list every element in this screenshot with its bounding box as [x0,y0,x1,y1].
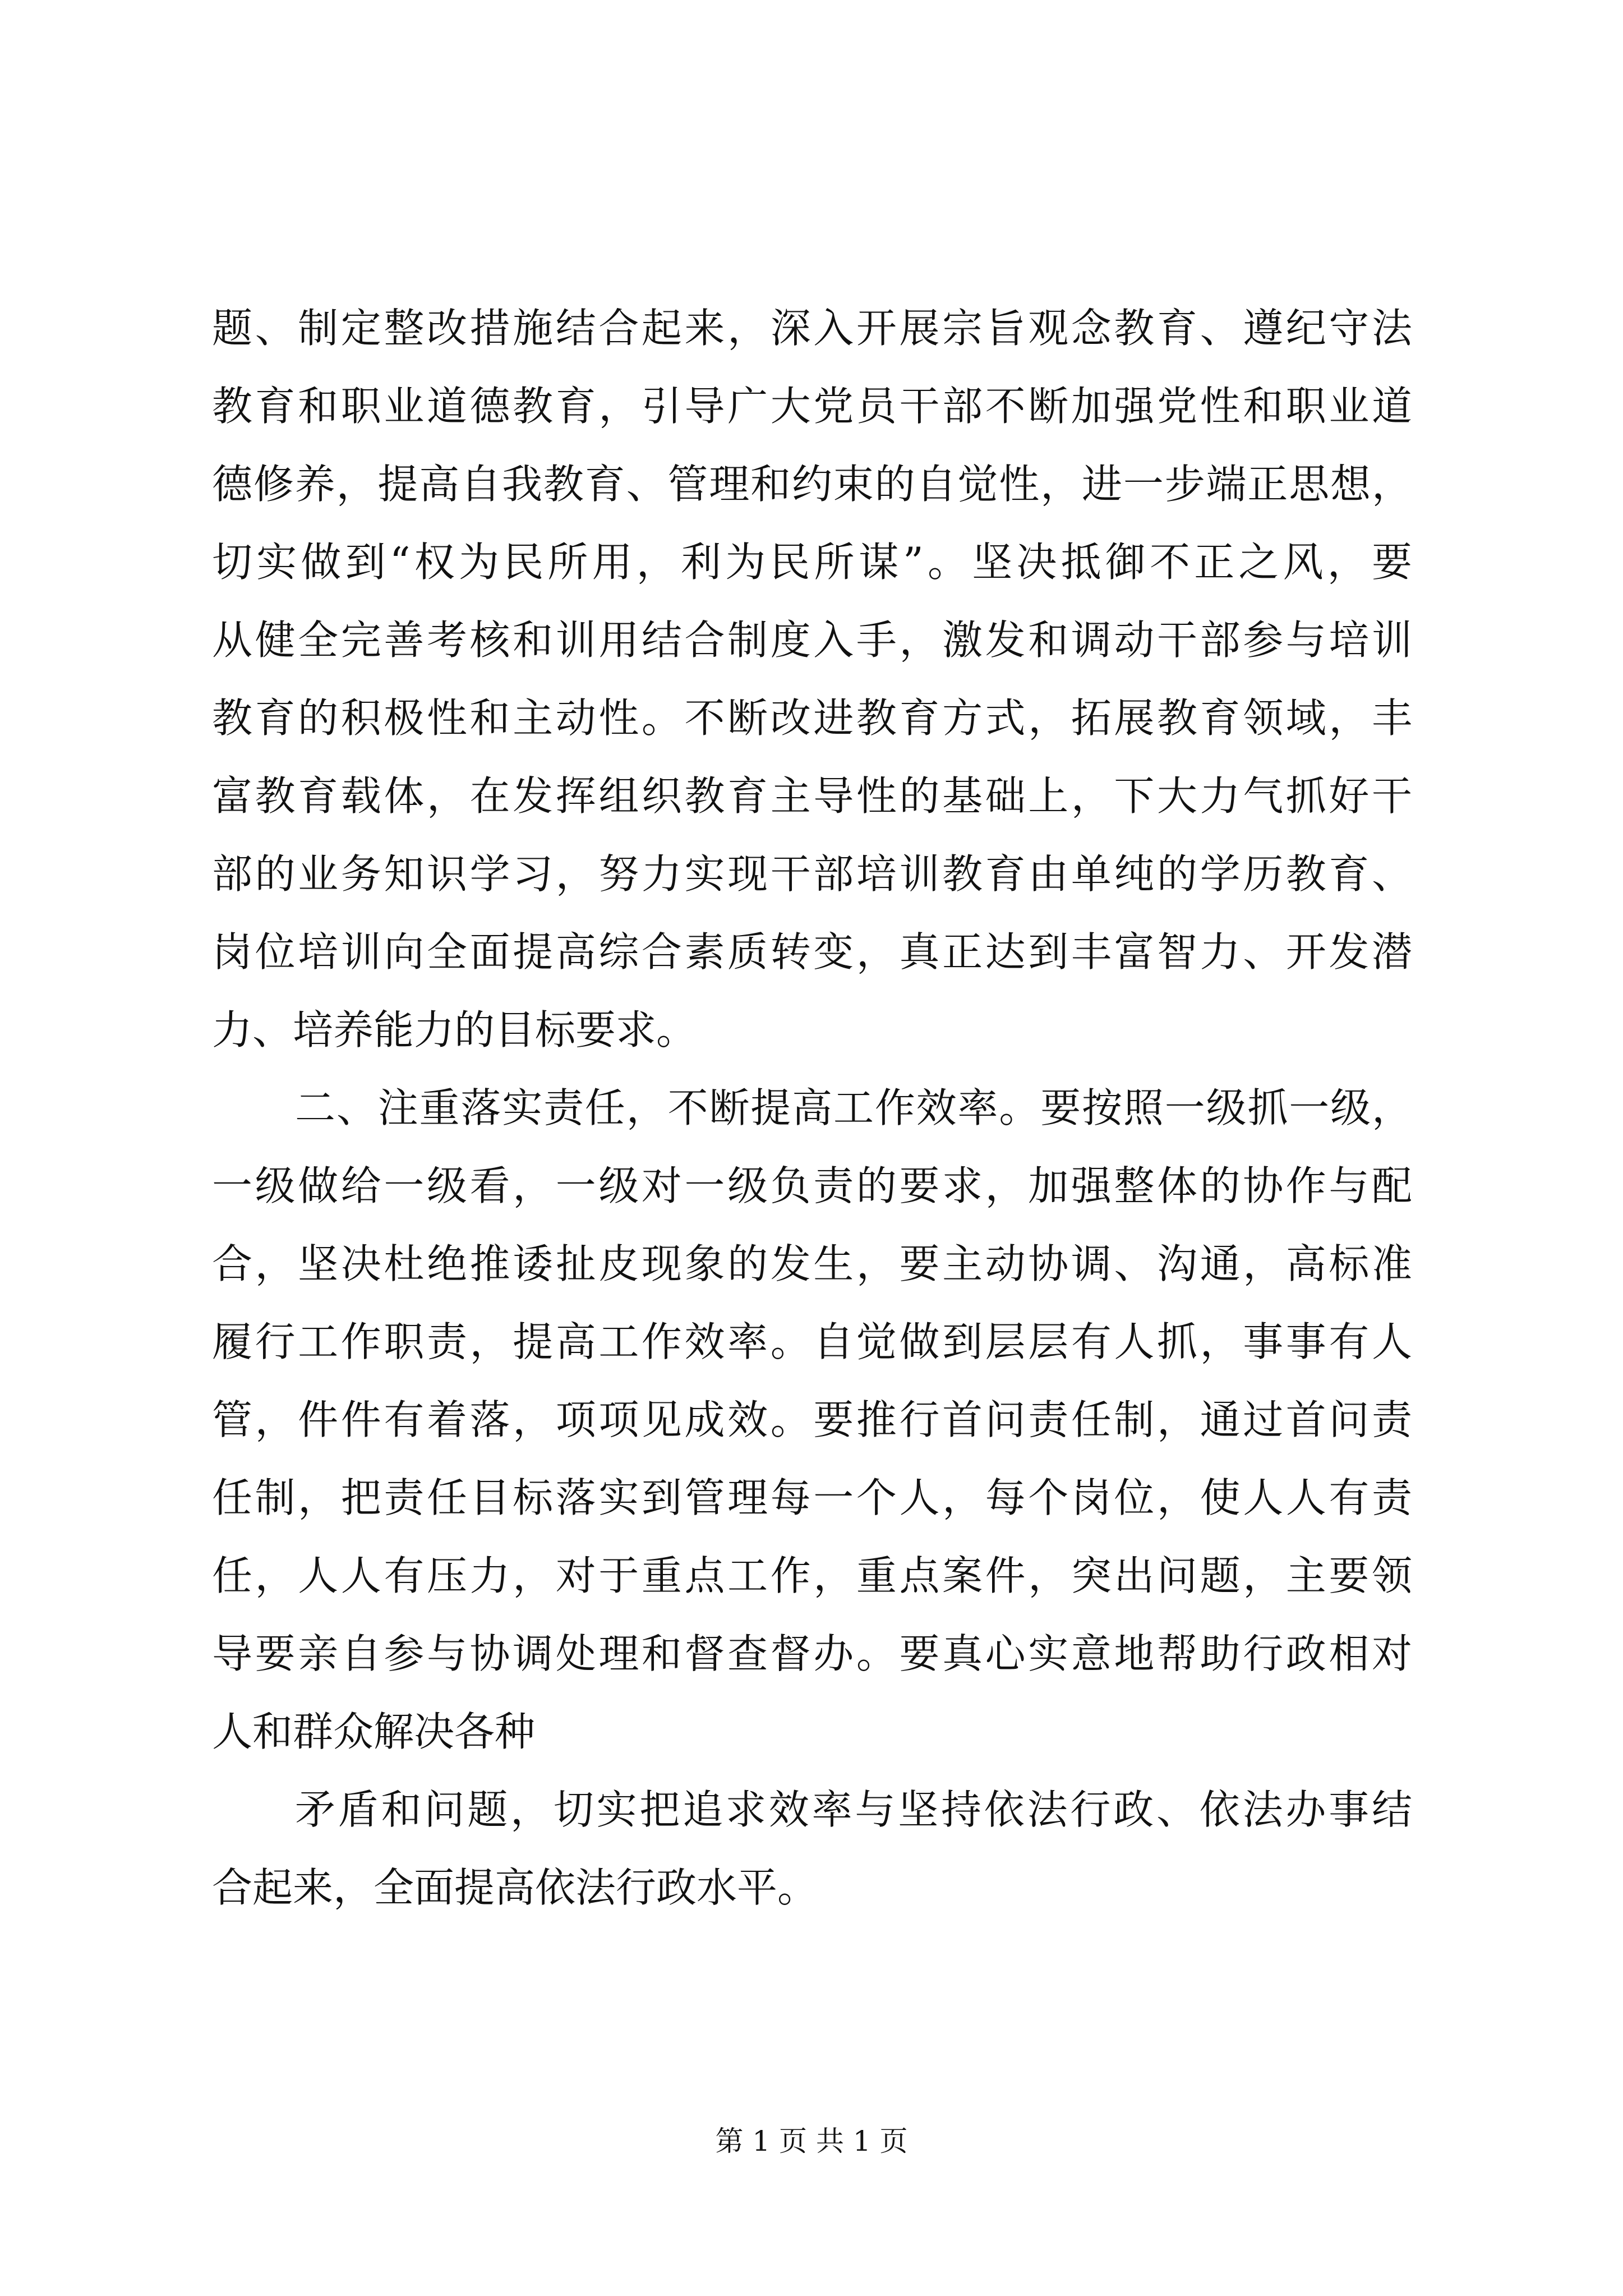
text-line: 富教育载体，在发挥组织教育主导性的基础上，下大力气抓好干 [212,772,1412,820]
text-line: 人和群众解决各种 [212,1708,536,1755]
text-line: 从健全完善考核和训用结合制度入手，激发和调动干部参与培训 [212,616,1412,664]
text-line: 矛盾和问题，切实把追求效率与坚持依法行政、依法办事结 [295,1786,1412,1833]
text-line: 力、培养能力的目标要求。 [212,1006,697,1053]
text-line: 导要亲自参与协调处理和督查督办。要真心实意地帮助行政相对 [212,1630,1412,1677]
text-line: 合，坚决杜绝推诿扯皮现象的发生，要主动协调、沟通，高标准 [212,1240,1412,1287]
text-line: 履行工作职责，提高工作效率。自觉做到层层有人抓，事事有人 [212,1318,1412,1365]
text-line: 教育的积极性和主动性。不断改进教育方式，拓展教育领域，丰 [212,694,1412,742]
text-line: 德修养，提高自我教育、管理和约束的自觉性，进一步端正思想， [212,461,1412,508]
text-line: 题、制定整改措施结合起来，深入开展宗旨观念教育、遵纪守法 [212,305,1412,352]
page-number-footer: 第 1 页 共 1 页 [715,2125,908,2157]
text-line: 岗位培训向全面提高综合素质转变，真正达到丰富智力、开发潜 [212,928,1412,976]
text-line: 合起来，全面提高依法行政水平。 [212,1864,818,1911]
text-line: 任，人人有压力，对于重点工作，重点案件，突出问题，主要领 [212,1552,1412,1599]
text-line: 管，件件有着落，项项见成效。要推行首问责任制，通过首问责 [212,1396,1412,1443]
text-line: 切实做到“权为民所用，利为民所谋”。坚决抵御不正之风，要 [212,539,1412,586]
text-line: 任制，把责任目标落实到管理每一个人，每个岗位，使人人有责 [212,1474,1412,1521]
paragraph-heading-line: 二、注重落实责任，不断提高工作效率。要按照一级抓一级， [295,1084,1412,1131]
text-line: 一级做给一级看，一级对一级负责的要求，加强整体的协作与配 [212,1162,1412,1209]
text-line: 教育和职业道德教育，引导广大党员干部不断加强党性和职业道 [212,383,1412,430]
text-line: 部的业务知识学习，努力实现干部培训教育由单纯的学历教育、 [212,850,1412,898]
